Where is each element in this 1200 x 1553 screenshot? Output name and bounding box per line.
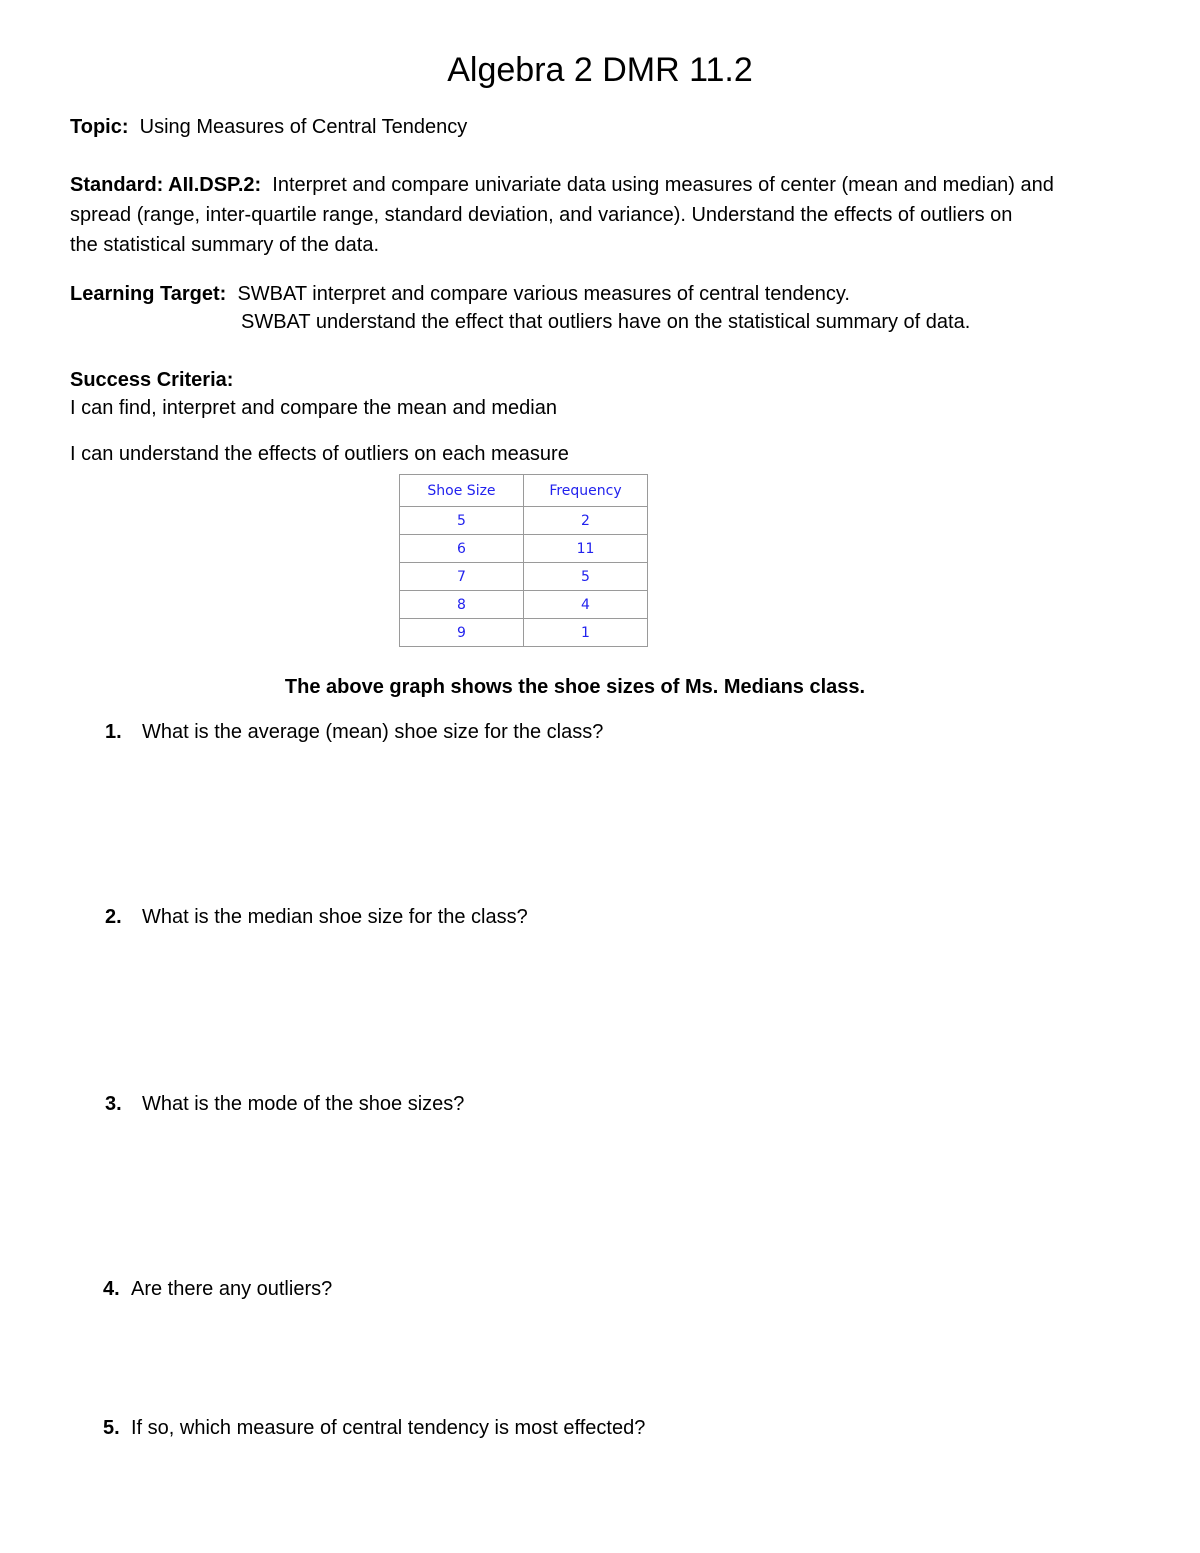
question-text: What is the median shoe size for the class? (142, 906, 528, 928)
standard-label: Standard: AII.DSP.2: (70, 174, 262, 196)
question-text: If so, which measure of central tendency is most effected? (131, 1417, 646, 1439)
table-header-frequency: Frequency (524, 475, 648, 507)
table-cell: 7 (400, 563, 524, 591)
learning-target-line-1 (70, 279, 850, 309)
table-cell: 6 (400, 535, 524, 563)
standard-line-1 (70, 170, 1054, 200)
topic-text: Using Measures of Central Tendency (139, 116, 468, 138)
table-header-row (400, 475, 648, 507)
learning-target-item-2: SWBAT understand the effect that outliers have on the statistical summary of data. (241, 311, 971, 333)
table-row (400, 535, 648, 563)
question-number: 4. (103, 1278, 120, 1300)
standard-text-3: the statistical summary of the data. (70, 234, 380, 256)
standard-text-1: Interpret and compare univariate data using measures of center (mean and median) and (272, 174, 1054, 196)
table-cell: 9 (400, 619, 524, 647)
table-row (400, 619, 648, 647)
table-row (400, 563, 648, 591)
success-criteria-item-1: I can find, interpret and compare the mean and median (70, 397, 557, 419)
question-1 (105, 717, 603, 747)
table-cell: 4 (524, 591, 648, 619)
question-text: Are there any outliers? (131, 1278, 333, 1300)
question-number: 3. (105, 1093, 122, 1115)
table-row (400, 591, 648, 619)
table-row (400, 507, 648, 535)
table-cell: 8 (400, 591, 524, 619)
shoe-size-table (399, 474, 648, 647)
question-text: What is the mode of the shoe sizes? (142, 1093, 465, 1115)
question-2 (105, 902, 528, 932)
table-cell: 11 (524, 535, 648, 563)
table-header-shoe-size: Shoe Size (400, 475, 524, 507)
table-cell: 1 (524, 619, 648, 647)
success-criteria-item-2: I can understand the effects of outliers on each measure (70, 443, 569, 465)
success-criteria-label: Success Criteria: (70, 369, 234, 391)
question-5 (103, 1413, 645, 1443)
question-number: 1. (105, 721, 122, 743)
question-number: 2. (105, 906, 122, 928)
table-caption: The above graph shows the shoe sizes of Ms. Medians class. (284, 676, 866, 698)
table-cell: 5 (400, 507, 524, 535)
question-3 (105, 1089, 464, 1119)
table-cell: 2 (524, 507, 648, 535)
topic-label: Topic: (70, 116, 129, 138)
topic-line (70, 112, 467, 142)
question-text: What is the average (mean) shoe size for the class? (142, 721, 604, 743)
learning-target-item-1: SWBAT interpret and compare various measures of central tendency. (237, 283, 850, 305)
question-number: 5. (103, 1417, 120, 1439)
learning-target-label: Learning Target: (70, 283, 227, 305)
table-cell: 5 (524, 563, 648, 591)
standard-text-2: spread (range, inter-quartile range, standard deviation, and variance). Understand the effects of outliers on (70, 204, 1013, 226)
page-title: Algebra 2 DMR 11.2 (447, 51, 753, 89)
question-4 (103, 1274, 332, 1304)
